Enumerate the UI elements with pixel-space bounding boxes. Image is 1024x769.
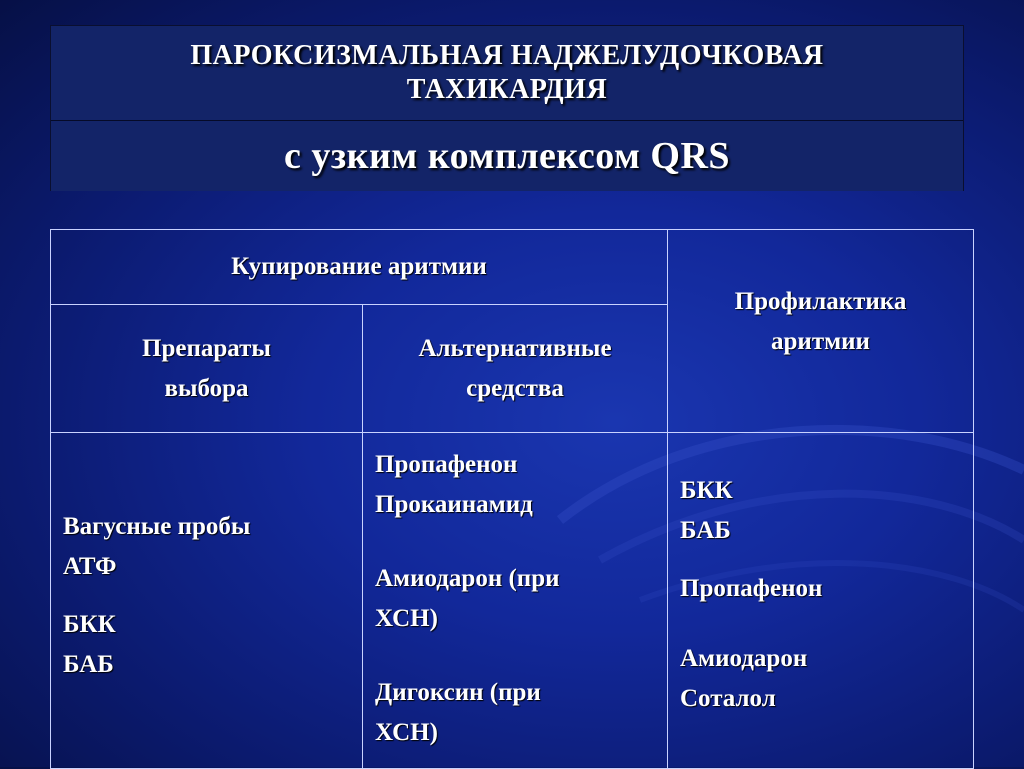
- slide-title-box: [50, 25, 964, 191]
- alternative-item: Пропафенон: [375, 451, 518, 478]
- header-prevention-line-1: Профилактика: [734, 288, 907, 315]
- prevention-item: Пропафенон: [680, 575, 823, 602]
- alternative-item: Прокаинамид: [375, 491, 533, 518]
- choice-item: АТФ: [63, 553, 117, 580]
- subheader-alternative-line-1: Альтернативные: [418, 334, 612, 362]
- header-cupping: [50, 229, 668, 305]
- subheader-choice-line-2: выбора: [164, 374, 249, 402]
- subheader-alternatives: [362, 304, 668, 433]
- subheader-alternative-line-2: средства: [466, 374, 564, 402]
- header-prevention: [667, 229, 974, 433]
- prevention-item: БКК: [680, 477, 733, 504]
- alternative-item: ХСН): [375, 605, 438, 632]
- title-line-1: ПАРОКСИЗМАЛЬНАЯ НАДЖЕЛУДОЧКОВАЯ: [190, 40, 824, 71]
- prevention-item: БАБ: [680, 517, 731, 544]
- subheader-choice-drugs: [50, 304, 363, 433]
- prevention-item: Амиодарон: [680, 645, 808, 672]
- header-cupping-label: Купирование аритмии: [231, 253, 487, 280]
- alternative-item: Амиодарон (при: [375, 565, 560, 592]
- body-choice-drugs: [50, 432, 363, 769]
- prevention-item: Соталол: [680, 685, 776, 712]
- title-line-2: ТАХИКАРДИЯ: [406, 74, 608, 105]
- alternative-item: Дигоксин (при: [375, 679, 541, 706]
- slide-subtitle: с узким комплексом QRS: [51, 121, 963, 191]
- choice-item: Вагусные пробы: [63, 513, 251, 540]
- slide-title: [51, 26, 963, 121]
- alternative-item: ХСН): [375, 719, 438, 746]
- subheader-choice-line-1: Препараты: [142, 334, 271, 362]
- treatment-table: [50, 229, 974, 769]
- choice-item: БАБ: [63, 651, 114, 678]
- body-alternatives: [362, 432, 668, 769]
- body-prevention: [667, 432, 974, 769]
- choice-item: БКК: [63, 611, 116, 638]
- header-prevention-line-2: аритмии: [771, 328, 870, 355]
